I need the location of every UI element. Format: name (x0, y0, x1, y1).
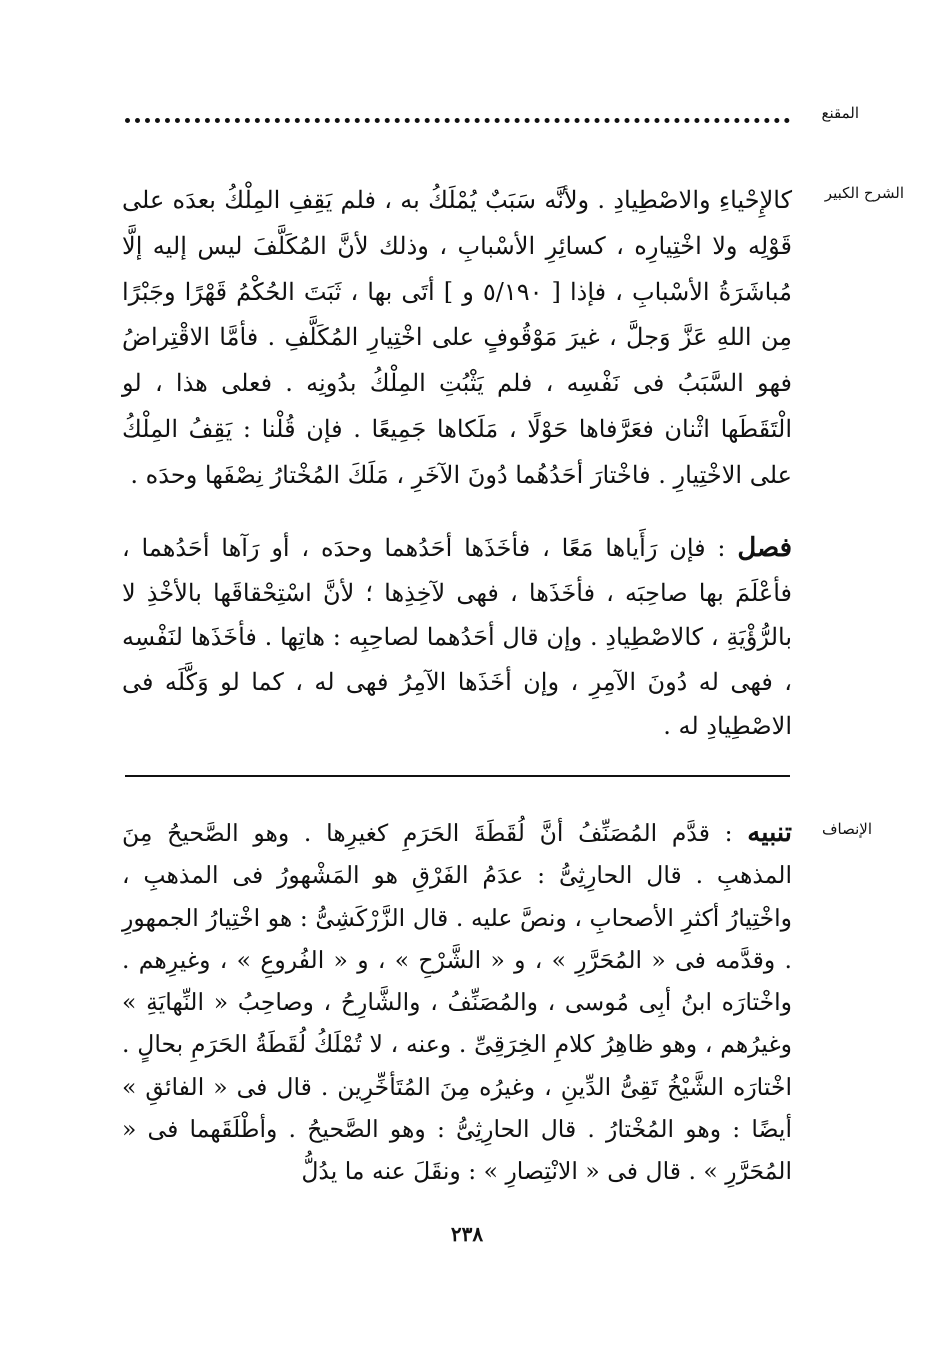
sharh-paragraph: كالإِحْياءِ والاصْطِيادِ . ولأنَّه سَبَبٌ يُمْلَكُ به ، فلم يَقِفِ المِلْكُ بعدَه على قَوْلِه ولا اخْتِيارِه ، كسائِرِ الأسْبابِ ، وذلك لأنَّ المُكَلَّفَ ليس إليه إلَّا مُباشَرَةُ الأسْبابِ ، فإذا [ ٥/١٩٠ و ] أتَى بها ، ثَبَتَ الحُكْمُ قَهْرًا وجَبْرًا مِن اللهِ عَزَّ وَجلَّ ، غيرَ مَوْقُوفٍ على اخْتِيارِ المُكَلَّفِ . فأمَّا الاقْتِراضُ فهو السَّبَبُ فى نَفْسِه ، فلم يَثْبُتِ المِلْكُ بدُونِه . فعلى هذا ، لو الْتَقَطَها اثْنان فعَرَّفاها حَوْلًا ، مَلَكاها جَمِيعًا . فإن قُلْنا : يَقِفُ المِلْكُ على الاخْتِيارِ . فاخْتارَ أحَدُهُما دُونَ الآخَرِ ، مَلَكَ المُخْتارُ نِصْفَها وحدَه . (122, 186, 792, 489)
fasl-heading: فصل (737, 533, 792, 563)
sharh-text-block (122, 178, 792, 499)
insaf-body: : قدَّم المُصَنِّفُ أنَّ لُقَطَةَ الحَرَمِ كغيرِها . وهو الصَّحيحُ مِنَ المذهبِ . قال الحارِثِىُّ : عدَمُ الفَرْقِ هو المَشْهورُ فى المذهبِ ، واخْتِيارُ أكثرِ الأصحابِ ، ونصَّ عليه . قال الزَّرْكَشِىُّ : هو اخْتِيارُ الجمهورِ . وقدَّمه فى « المُحَرَّرِ » ، و « الشَّرْحِ » ، و « الفُروعِ » ، وغيرِهم . واخْتارَه ابنُ أبِى مُوسى ، والمُصَنِّفُ ، والشَّارِحُ ، وصاحِبُ « النِّهايَةِ » وغيرُهم ، وهو ظاهِرُ كلامِ الخِرَقِىِّ . وعنه ، لا تُمْلَكُ لُقَطَةُ الحَرَمِ بحالٍ . اخْتارَه الشَّيْخُ تَقِىُّ الدِّينِ ، وغيرُه مِنَ المُتَأخِّرِين . قال فى « الفائقِ » أيضًا : وهو المُخْتارُ . قال الحارِثِىُّ : وهو الصَّحيحُ . وأطْلَقَهما فى « المُحَرَّرِ » . قال فى « الانْتِصارِ » : ونقَلَ عنه ما يدُلُّ (122, 819, 792, 1186)
fasl-text-block (122, 526, 792, 749)
insaf-text-block (122, 812, 792, 1193)
insaf-heading: تنبيه (747, 818, 792, 848)
dotted-separator (125, 118, 790, 123)
label-sharh: الشرح الكبير (824, 184, 904, 202)
label-insaf: الإنصاف (821, 820, 872, 838)
insaf-paragraph (122, 812, 792, 1193)
solid-separator (125, 775, 790, 777)
fasl-paragraph (122, 526, 792, 749)
label-muqni: المقنع (821, 104, 859, 122)
fasl-body: : فإن رَأَياها مَعًا ، فأخَذَها أحَدُهما وحدَه ، أو رَآها أحَدُهما ، فأعْلَمَ بها صاحِبَه ، فأخَذَها ، فهى لآخِذِها ؛ لأنَّ اسْتِحْقاقَها بالأخْذِ لا بالرُّؤْيَةِ ، كالاصْطِيادِ . وإن قال أحَدُهما لصاحِبِه : هاتِها . فأخَذَها لنَفْسِه ، فهى له دُونَ الآمِرِ ، وإن أخَذَها الآمِرُ فهى له ، كما لو وَكَّلَه فى الاصْطِيادِ له . (122, 534, 792, 740)
page-number: ٢٣٨ (450, 1222, 484, 1246)
